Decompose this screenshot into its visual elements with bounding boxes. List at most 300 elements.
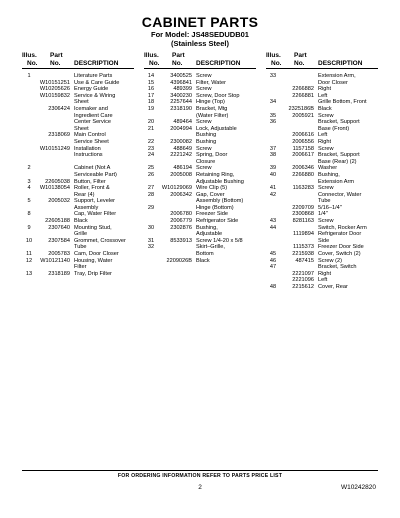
part-number: 1163283 bbox=[292, 185, 314, 192]
table-row bbox=[22, 146, 134, 153]
table-row bbox=[22, 80, 134, 87]
table-row bbox=[266, 192, 378, 199]
part-description: Bushing, bbox=[318, 171, 340, 178]
part-description: Screw bbox=[318, 145, 334, 152]
table-row bbox=[144, 146, 256, 153]
part-description: 1/4" bbox=[318, 211, 328, 218]
part-number: 2221097 bbox=[292, 270, 314, 277]
table-row bbox=[144, 132, 256, 139]
table-row bbox=[22, 231, 134, 238]
table-row bbox=[22, 165, 134, 172]
illus-number: 19 bbox=[147, 105, 155, 112]
part-number: 2215612 bbox=[292, 284, 314, 290]
part-number: 2005032 bbox=[48, 198, 70, 205]
illus-number: 9 bbox=[27, 224, 31, 231]
illus-number: 16 bbox=[147, 86, 155, 93]
part-number: 2006617 bbox=[292, 152, 314, 159]
illus-number: 22 bbox=[147, 138, 155, 145]
part-description: Black bbox=[74, 218, 88, 225]
part-number: W10151249 bbox=[39, 145, 70, 152]
part-description: Screw 1/4-20 x 5/8 bbox=[196, 237, 243, 244]
part-description: Grille Bottom, Front bbox=[318, 99, 367, 106]
table-row bbox=[266, 179, 378, 186]
table-row bbox=[266, 225, 378, 232]
part-number: 2006616 bbox=[292, 132, 314, 139]
table-row bbox=[144, 139, 256, 146]
table-row bbox=[22, 238, 134, 245]
illus-number: 43 bbox=[269, 218, 277, 225]
part-description: Use & Care Guide bbox=[74, 79, 120, 86]
page-number: 2 bbox=[198, 484, 202, 491]
illus-number: 42 bbox=[269, 191, 277, 198]
part-description: Screw bbox=[196, 86, 212, 93]
part-description: Screw bbox=[318, 185, 334, 192]
part-description: Adjustable Bushing bbox=[196, 178, 244, 185]
part-header: Part bbox=[172, 52, 185, 59]
part-description: Cabinet (Not A bbox=[74, 165, 111, 172]
part-number: 3400525 bbox=[170, 73, 192, 79]
part-number: 2300082 bbox=[170, 138, 192, 145]
table-row bbox=[144, 93, 256, 100]
illus-header: Illus. bbox=[266, 52, 281, 59]
part-number: 2266880 bbox=[292, 171, 314, 178]
part-description: Button, Filter bbox=[74, 178, 106, 185]
part-description: Screw bbox=[318, 112, 334, 119]
part-description: Spring, Door bbox=[196, 152, 228, 159]
table-row bbox=[144, 159, 256, 166]
part-description: Screw bbox=[196, 145, 212, 152]
part-number: 2209709 bbox=[292, 204, 314, 211]
illus-number: 20 bbox=[147, 119, 155, 126]
part-description: Bushing bbox=[196, 132, 217, 139]
description-header: DESCRIPTION bbox=[196, 60, 241, 67]
illus-number: 41 bbox=[269, 185, 277, 192]
part-description: Tube bbox=[74, 244, 87, 251]
part-number: 2307584 bbox=[48, 237, 70, 244]
illus-number: 2 bbox=[27, 165, 31, 172]
part-description: Icemaker and bbox=[74, 105, 108, 112]
part-number: W10121140 bbox=[40, 257, 70, 264]
table-row bbox=[266, 99, 378, 106]
part-description: Service & Wiring bbox=[74, 92, 116, 99]
illus-number: 5 bbox=[27, 198, 31, 205]
illus-header: Illus. bbox=[144, 52, 159, 59]
illus-number: 1 bbox=[27, 73, 31, 79]
part-description: Bracket, Switch bbox=[318, 264, 357, 271]
table-row bbox=[22, 218, 134, 225]
part-description: Side bbox=[318, 237, 330, 244]
table-row bbox=[266, 146, 378, 153]
table-row bbox=[22, 225, 134, 232]
part-description: Literature Parts bbox=[74, 73, 113, 79]
table-row bbox=[144, 152, 256, 159]
part-number: 2306424 bbox=[48, 105, 70, 112]
part-description: Retaining Ring, bbox=[196, 171, 235, 178]
part-description: Screw, Door Stop bbox=[196, 92, 240, 99]
part-description: Serviceable Part) bbox=[74, 171, 117, 178]
table-row bbox=[266, 218, 378, 225]
table-row bbox=[144, 172, 256, 179]
part-number: 2004994 bbox=[170, 125, 192, 132]
part-number: 2300868 bbox=[292, 211, 314, 218]
table-row bbox=[266, 152, 378, 159]
illus-number: 44 bbox=[269, 224, 277, 231]
table-row bbox=[266, 244, 378, 251]
part-number: 488649 bbox=[173, 145, 192, 152]
illus-number: 34 bbox=[269, 99, 277, 106]
table-row bbox=[22, 264, 134, 271]
part-description: Hinge (Bottom) bbox=[196, 204, 234, 211]
table-row bbox=[144, 165, 256, 172]
part-number: W10129069 bbox=[161, 185, 192, 192]
part-number: 2221242 bbox=[170, 152, 192, 159]
table-row bbox=[144, 119, 256, 126]
part-number: 2307640 bbox=[48, 224, 70, 231]
table-row bbox=[144, 192, 256, 199]
table-row bbox=[266, 159, 378, 166]
part-number: W10138054 bbox=[39, 185, 70, 192]
part-number: 489464 bbox=[173, 119, 192, 126]
illus-no-header: No. bbox=[149, 60, 160, 67]
part-number: W10151251 bbox=[39, 79, 70, 86]
table-row bbox=[22, 126, 134, 133]
part-description: Bottom bbox=[196, 251, 214, 258]
illus-number: 31 bbox=[147, 237, 155, 244]
part-number: 2006779 bbox=[170, 218, 192, 225]
illus-no-header: No. bbox=[271, 60, 282, 67]
part-number: 22605188 bbox=[45, 218, 70, 225]
table-row bbox=[22, 258, 134, 265]
part-description: Adjustable bbox=[196, 231, 223, 238]
table-row bbox=[266, 139, 378, 146]
description-header: DESCRIPTION bbox=[74, 60, 119, 67]
table-row bbox=[144, 258, 256, 265]
illus-number: 27 bbox=[147, 185, 155, 192]
part-number: 2221096 bbox=[292, 277, 314, 284]
document-number: W10242820 bbox=[340, 484, 376, 491]
table-row bbox=[144, 106, 256, 113]
table-row bbox=[266, 251, 378, 258]
table-row bbox=[266, 126, 378, 133]
part-description: Base (Front) bbox=[318, 125, 350, 132]
column-2-rows bbox=[144, 73, 256, 264]
illus-number: 25 bbox=[147, 165, 155, 172]
part-description: Cam, Door Closer bbox=[74, 251, 119, 258]
part-description: Instructions bbox=[74, 152, 103, 159]
finish-label: (Stainless Steel) bbox=[171, 39, 229, 48]
part-description: Right bbox=[318, 86, 332, 93]
illus-number: 28 bbox=[147, 191, 155, 198]
table-row bbox=[266, 132, 378, 139]
table-row bbox=[22, 152, 134, 159]
part-description: Screw (2) bbox=[318, 257, 342, 264]
part-description: Support, Leveler bbox=[74, 198, 116, 205]
illus-number: 13 bbox=[25, 270, 33, 277]
illus-number: 46 bbox=[269, 257, 277, 264]
part-description: Refrigerator Door bbox=[318, 231, 362, 238]
page-title: CABINET PARTS bbox=[141, 14, 259, 30]
table-row bbox=[144, 205, 256, 212]
table-row bbox=[144, 99, 256, 106]
part-number: 2006346 bbox=[292, 165, 314, 172]
ordering-note: FOR ORDERING INFORMATION REFER TO PARTS PRICE LIST bbox=[117, 473, 283, 479]
parts-column-1 bbox=[22, 52, 134, 277]
part-description: Center Service bbox=[74, 119, 111, 126]
part-description: Black bbox=[196, 257, 210, 264]
part-description: Assembly bbox=[74, 204, 99, 211]
part-description: Housing, Water bbox=[74, 257, 113, 264]
illus-number: 32 bbox=[147, 244, 155, 251]
table-row bbox=[22, 192, 134, 199]
part-description: Closure bbox=[196, 158, 216, 165]
part-number: 2257644 bbox=[170, 99, 192, 106]
table-row bbox=[266, 165, 378, 172]
table-row bbox=[144, 113, 256, 120]
part-description: Cap, Water Filter bbox=[74, 211, 117, 218]
table-row bbox=[22, 172, 134, 179]
table-row bbox=[144, 238, 256, 245]
table-row bbox=[266, 231, 378, 238]
table-row bbox=[22, 159, 134, 166]
table-row bbox=[22, 198, 134, 205]
table-row bbox=[22, 132, 134, 139]
table-row bbox=[22, 271, 134, 278]
table-row bbox=[266, 106, 378, 113]
table-row bbox=[266, 198, 378, 205]
illus-number: 37 bbox=[269, 145, 277, 152]
part-description: Bracket, Mtg bbox=[196, 105, 228, 112]
part-description: Left bbox=[318, 92, 328, 99]
part-description: Main Control bbox=[74, 132, 106, 139]
part-description: Installation bbox=[74, 145, 101, 152]
part-description: Left bbox=[318, 277, 328, 284]
table-row bbox=[266, 271, 378, 278]
part-description: Screw bbox=[196, 119, 212, 126]
part-number: 4396841 bbox=[170, 79, 192, 86]
part-description: Screw bbox=[196, 165, 212, 172]
table-row bbox=[144, 73, 256, 80]
table-row bbox=[22, 93, 134, 100]
table-row bbox=[144, 218, 256, 225]
table-row bbox=[22, 113, 134, 120]
part-description: Black bbox=[318, 105, 332, 112]
table-row bbox=[22, 139, 134, 146]
part-no-header: No. bbox=[50, 60, 61, 67]
column-1-rows bbox=[22, 73, 134, 277]
table-row bbox=[22, 86, 134, 93]
part-description: Energy Guide bbox=[74, 86, 109, 93]
part-description: Ingredient Care bbox=[74, 112, 113, 119]
table-row bbox=[22, 106, 134, 113]
illus-number: 23 bbox=[147, 145, 155, 152]
part-header: Part bbox=[50, 52, 63, 59]
illus-number: 14 bbox=[147, 73, 155, 79]
part-number: 22605038 bbox=[45, 178, 70, 185]
part-description: Door Closer bbox=[318, 79, 348, 86]
illus-number: 12 bbox=[25, 257, 33, 264]
illus-number: 4 bbox=[27, 185, 31, 192]
part-description: Tray, Drip Filter bbox=[74, 270, 112, 277]
part-number: 2005783 bbox=[48, 251, 70, 258]
part-number: 2318069 bbox=[48, 132, 70, 139]
table-row bbox=[266, 73, 378, 80]
part-number: 2006342 bbox=[170, 191, 192, 198]
table-row bbox=[266, 119, 378, 126]
illus-number: 11 bbox=[26, 251, 32, 258]
table-row bbox=[266, 93, 378, 100]
table-row bbox=[266, 205, 378, 212]
part-description: Grommet, Crossover bbox=[74, 237, 126, 244]
illus-number: 35 bbox=[269, 112, 277, 119]
part-number: 2005008 bbox=[170, 171, 192, 178]
part-number: 8281163 bbox=[292, 218, 314, 225]
column-header bbox=[144, 52, 256, 69]
part-number: W10205626 bbox=[39, 86, 70, 93]
part-description: Lock, Adjustable bbox=[196, 125, 237, 132]
table-row bbox=[144, 80, 256, 87]
table-row bbox=[144, 126, 256, 133]
part-description: Refrigerator Side bbox=[196, 218, 239, 225]
illus-number: 47 bbox=[269, 264, 277, 271]
part-description: Sheet bbox=[74, 125, 89, 132]
part-description: Roller, Front & bbox=[74, 185, 110, 192]
table-row bbox=[22, 119, 134, 126]
illus-number: 33 bbox=[269, 73, 277, 79]
illus-number: 15 bbox=[147, 79, 155, 86]
part-description: Wire Clip (5) bbox=[196, 185, 228, 192]
table-row bbox=[144, 198, 256, 205]
part-number: 2005921 bbox=[292, 112, 314, 119]
model-number: For Model: JS48SEDUDB01 bbox=[151, 30, 249, 39]
table-row bbox=[22, 211, 134, 218]
part-description: Right bbox=[318, 270, 332, 277]
part-number: 1115373 bbox=[293, 244, 314, 251]
part-description: Switch, Rocker Arm bbox=[318, 224, 367, 231]
table-row bbox=[144, 179, 256, 186]
table-row bbox=[22, 179, 134, 186]
part-description: Cover, Rear bbox=[318, 284, 348, 290]
part-number: 2006556 bbox=[292, 138, 314, 145]
table-row bbox=[22, 73, 134, 80]
part-number: 8533913 bbox=[170, 237, 192, 244]
part-description: Bushing bbox=[196, 138, 217, 145]
part-number: 2325186B bbox=[288, 105, 314, 112]
part-description: Gap, Cover bbox=[196, 191, 225, 198]
part-number: 2215938 bbox=[292, 251, 314, 258]
illus-header: Illus. bbox=[22, 52, 37, 59]
illus-number: 29 bbox=[147, 204, 155, 211]
part-description: Bracket, Support bbox=[318, 152, 360, 159]
part-number: 487415 bbox=[295, 257, 314, 264]
part-description: Base (Rear) (2) bbox=[318, 158, 357, 165]
part-number: 2302876 bbox=[170, 224, 192, 231]
part-number: 2209026B bbox=[166, 257, 192, 264]
illus-no-header: No. bbox=[27, 60, 38, 67]
table-row bbox=[266, 211, 378, 218]
part-description: Extension Arm bbox=[318, 178, 355, 185]
part-description: Service Sheet bbox=[74, 138, 109, 145]
part-description: Freezer Side bbox=[196, 211, 229, 218]
table-row bbox=[144, 231, 256, 238]
table-row bbox=[144, 185, 256, 192]
part-number: 2266882 bbox=[292, 86, 314, 93]
part-description: Freezer Door Side bbox=[318, 244, 364, 251]
table-row bbox=[266, 185, 378, 192]
part-description: Left bbox=[318, 132, 328, 139]
part-number: 1157158 bbox=[292, 145, 314, 152]
table-row bbox=[266, 86, 378, 93]
part-number: 489399 bbox=[173, 86, 192, 93]
part-number: 2006780 bbox=[170, 211, 192, 218]
part-number: 3400230 bbox=[170, 92, 192, 99]
illus-number: 48 bbox=[269, 284, 277, 290]
illus-number: 17 bbox=[147, 92, 155, 99]
table-row bbox=[22, 205, 134, 212]
illus-number: 3 bbox=[27, 178, 31, 185]
table-row bbox=[266, 258, 378, 265]
table-row bbox=[144, 86, 256, 93]
table-row bbox=[144, 244, 256, 251]
part-number: 2266881 bbox=[292, 92, 314, 99]
column-header bbox=[22, 52, 134, 69]
footer-divider bbox=[22, 470, 378, 471]
table-row bbox=[266, 284, 378, 291]
part-description: Extension Arm, bbox=[318, 73, 356, 79]
column-3-rows bbox=[266, 73, 378, 291]
part-number: W10159832 bbox=[39, 92, 70, 99]
illus-number: 45 bbox=[269, 251, 277, 258]
table-row bbox=[266, 172, 378, 179]
part-description: 5/16–1/4" bbox=[318, 204, 342, 211]
illus-number: 38 bbox=[269, 152, 277, 159]
part-description: Filter bbox=[74, 264, 87, 271]
part-description: Grille bbox=[74, 231, 88, 238]
illus-number: 10 bbox=[25, 237, 33, 244]
illus-number: 39 bbox=[269, 165, 277, 172]
illus-number: 40 bbox=[269, 171, 277, 178]
part-description: (Water Filter) bbox=[196, 112, 229, 119]
illus-number: 30 bbox=[147, 224, 155, 231]
parts-column-3 bbox=[266, 52, 378, 291]
parts-column-2 bbox=[144, 52, 256, 264]
part-header: Part bbox=[294, 52, 307, 59]
part-description: Screw bbox=[318, 218, 334, 225]
part-description: Bracket, Support bbox=[318, 119, 360, 126]
table-row bbox=[266, 264, 378, 271]
page-header bbox=[0, 14, 400, 48]
part-description: Assembly (Bottom) bbox=[196, 198, 244, 205]
table-row bbox=[22, 99, 134, 106]
illus-number: 8 bbox=[27, 211, 31, 218]
part-description: Right bbox=[318, 138, 332, 145]
part-description: Hinge (Top) bbox=[196, 99, 225, 106]
illus-number: 21 bbox=[147, 125, 155, 132]
part-description: Mounting Stud, bbox=[74, 224, 112, 231]
part-description: Screw bbox=[196, 73, 212, 79]
part-no-header: No. bbox=[294, 60, 305, 67]
part-description: Connector, Water bbox=[318, 191, 362, 198]
description-header: DESCRIPTION bbox=[318, 60, 363, 67]
part-description: Rear (4) bbox=[74, 191, 95, 198]
part-number: 2318190 bbox=[170, 105, 192, 112]
part-no-header: No. bbox=[172, 60, 183, 67]
part-description: Skirt–Grille, bbox=[196, 244, 225, 251]
table-row bbox=[22, 185, 134, 192]
table-row bbox=[266, 238, 378, 245]
table-row bbox=[144, 225, 256, 232]
part-number: 486194 bbox=[173, 165, 192, 172]
part-description: Washer bbox=[318, 165, 338, 172]
